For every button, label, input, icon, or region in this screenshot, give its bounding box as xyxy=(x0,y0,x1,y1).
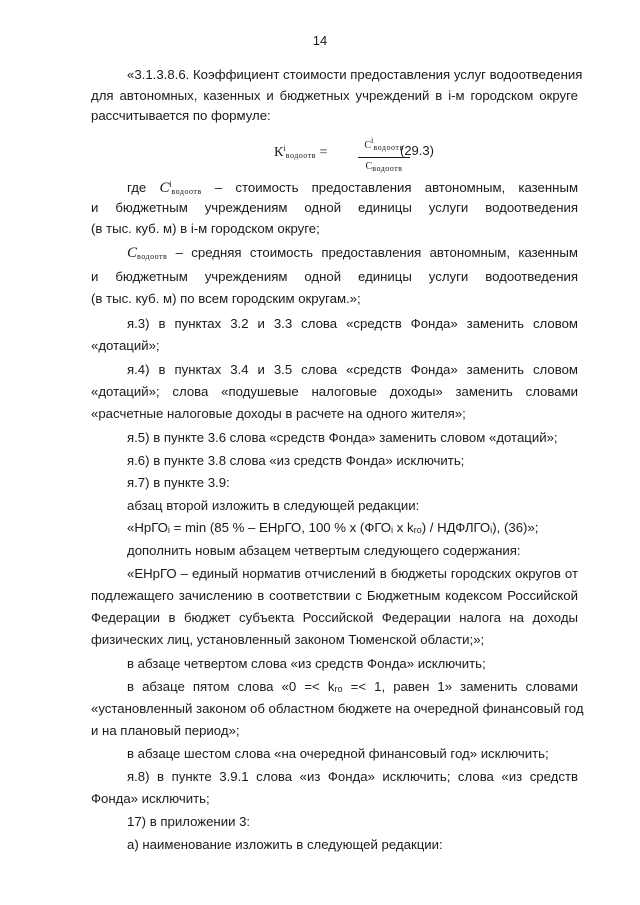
text-line: (в тыс. куб. м) по всем городским округам.»; xyxy=(91,291,361,306)
text-line: физических лиц, установленный законом Тюменской области;»; xyxy=(91,632,485,647)
text-line: «дотаций»; слова «подушевые налоговые доходы» заменить словами xyxy=(91,384,578,399)
text-line: в абзаце четвертом слова «из средств Фонда» исключить; xyxy=(127,656,486,671)
text-line: в абзаце пятом слова «0 =< kᵣₒ =< 1, равен 1» заменить словами xyxy=(127,679,578,694)
text-line: «дотаций»; xyxy=(91,338,160,353)
text-line: а) наименование изложить в следующей редакции: xyxy=(127,837,443,852)
text-line: (в тыс. куб. м) в i-м городском округе; xyxy=(91,221,320,236)
text-line: 17) в приложении 3: xyxy=(127,814,251,829)
text-line: Федерации в бюджет субъекта Российской Федерации налога на доходы xyxy=(91,610,578,625)
text-line: я.4) в пунктах 3.4 и 3.5 слова «средств Фонда» заменить словом xyxy=(127,362,578,377)
page-number: 14 xyxy=(312,33,328,48)
text-line: я.7) в пункте 3.9: xyxy=(127,475,230,490)
text-line: абзац второй изложить в следующей редакции: xyxy=(127,498,420,513)
formula-denominator: $С_{водоотв}$ xyxy=(365,161,403,173)
formula-numerator: $С^i_{водоотв}$ xyxy=(364,135,404,152)
formula-lhs: $К^i_{водоотв}$ = xyxy=(274,143,328,160)
text-line: и на плановый период»; xyxy=(91,723,240,738)
text-line: «ЕНрГО – единый норматив отчислений в бюджеты городских округов от xyxy=(127,566,578,581)
text-line: «расчетные налоговые доходы в расчете на одного жителя»; xyxy=(91,406,466,421)
text-line: и бюджетным учреждениям одной единицы услуги водоотведения xyxy=(91,200,578,215)
text-line: Фонда» исключить; xyxy=(91,791,210,806)
text-line: «НрГОᵢ = min (85 % – ЕНрГО, 100 % x (ФГОᵢ x kᵣₒ) / НДФЛГОᵢ), (36)»; xyxy=(127,520,539,535)
text-line: для автономных, казенных и бюджетных учреждений в i-м городском округе xyxy=(91,88,578,103)
text-line: подлежащего зачислению в соответствии с Бюджетным кодексом Российской xyxy=(91,588,578,603)
text-line: я.3) в пунктах 3.2 и 3.3 слова «средств Фонда» заменить словом xyxy=(127,316,578,331)
text-line: «3.1.3.8.6. Коэффициент стоимости предоставления услуг водоотведения xyxy=(127,67,583,82)
text-line: «установленный законом об областном бюджете на очередной финансовый год xyxy=(91,701,584,716)
text-line: я.6) в пункте 3.8 слова «из средств Фонда» исключить; xyxy=(127,453,465,468)
text-line: и бюджетным учреждениям одной единицы услуги водоотведения xyxy=(91,269,578,284)
text-line: где $С^i_{водоотв}$ – стоимость предоставления автономным, казенным xyxy=(127,179,579,196)
text-line: я.8) в пункте 3.9.1 слова «из Фонда» исключить; слова «из средств xyxy=(127,769,578,784)
text-line: $С_{водоотв}$ – средняя стоимость предоставления автономным, казенным xyxy=(127,245,578,261)
text-line: я.5) в пункте 3.6 слова «средств Фонда» заменить словом «дотаций»; xyxy=(127,430,558,445)
text-line: в абзаце шестом слова «на очередной финансовый год» исключить; xyxy=(127,746,549,761)
text-line: рассчитывается по формуле: xyxy=(91,108,271,123)
formula-number: (29.3) xyxy=(400,143,434,158)
text-line: дополнить новым абзацем четвертым следующего содержания: xyxy=(127,543,521,558)
